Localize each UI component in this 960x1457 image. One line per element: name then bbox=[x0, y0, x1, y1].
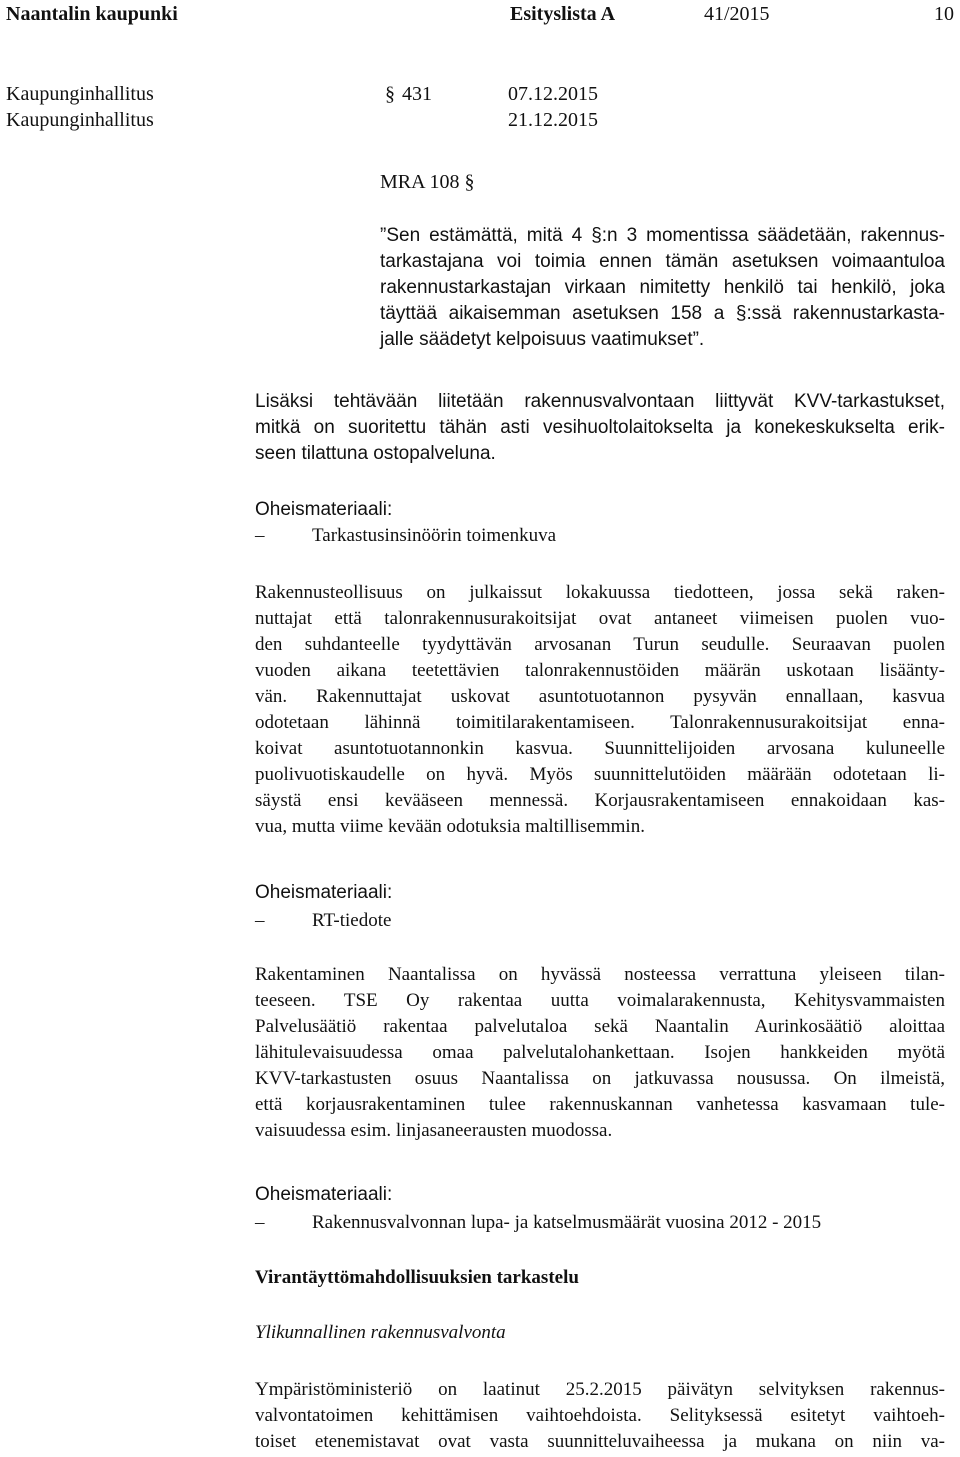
text-line: että korjausrakentaminen tulee rakennuskannan vanhetessa kasvamaan tule- bbox=[255, 1094, 945, 1115]
text-line: seen tilattuna ostopalveluna. bbox=[255, 443, 496, 464]
paragraph-kvv bbox=[255, 389, 945, 467]
dash-bullet-icon: – bbox=[255, 910, 265, 931]
text-line: vuoden aikana teetettävien talonrakennustöiden määrän uskotaan lisäänty- bbox=[255, 660, 945, 681]
section-number: 431 bbox=[402, 83, 432, 105]
agenda-list-name: Esityslista A bbox=[510, 3, 616, 25]
quote-line: tarkastajana voi toimia ennen tämän asetuksen voimaantuloa bbox=[380, 251, 945, 272]
attachments-label: Oheismateriaali: bbox=[255, 882, 393, 903]
attachment-item bbox=[255, 523, 556, 549]
section-mark-icon: § bbox=[464, 171, 475, 193]
text-line: lähitulevaisuudessa omaa palvelutalohankettaan. Isojen hankkeiden myötä bbox=[255, 1042, 945, 1063]
subsection-heading: Ylikunnallinen rakennusvalvonta bbox=[255, 1322, 506, 1343]
text-line: Ympäristöministeriö on laatinut 25.2.2015 päivätyn selvityksen rakennus- bbox=[255, 1379, 945, 1400]
text-line: valvontatoimen kehittämisen vaihtoehdoista. Selityksessä esitetyt vaihtoeh- bbox=[255, 1405, 945, 1426]
dash-bullet-icon: – bbox=[255, 525, 265, 546]
quote-title bbox=[380, 170, 474, 194]
text-line: vua, mutta viime kevään odotuksia maltillisemmin. bbox=[255, 816, 645, 837]
attachment-item bbox=[255, 908, 391, 934]
meeting-body: Kaupunginhallitus bbox=[6, 83, 154, 105]
text-line: nuttajat että talonrakennusurakoitsijat ovat antaneet viimeisen puolen vuo- bbox=[255, 608, 945, 629]
text-line: KVV-tarkastusten osuus Naantalissa on jatkuvassa nousussa. On ilmeistä, bbox=[255, 1068, 945, 1089]
attachment-title: RT-tiedote bbox=[312, 910, 392, 931]
section-heading: Virantäyttömahdollisuuksien tarkastelu bbox=[255, 1267, 579, 1288]
attachment-title: Rakennusvalvonnan lupa- ja katselmusmäärät vuosina 2012 - 2015 bbox=[312, 1212, 822, 1233]
text-line: vän. Rakennuttajat uskovat asuntotuotannon pysyvän ennallaan, kasvua bbox=[255, 686, 945, 707]
quote-line: ”Sen estämättä, mitä 4 §:n 3 momentissa säädetään, rakennus- bbox=[380, 225, 945, 246]
text-line: odotetaan lähinnä toimitilarakentamiseen. Talonrakennusurakoitsijat enna- bbox=[255, 712, 945, 733]
text-line: Lisäksi tehtävään liitetään rakennusvalvontaan liittyvät KVV-tarkastukset, bbox=[255, 391, 945, 412]
attachments-label: Oheismateriaali: bbox=[255, 1184, 393, 1205]
attachment-item bbox=[255, 1210, 821, 1236]
quote-block bbox=[380, 223, 945, 353]
quote-line: rakennustarkastajan virkaan nimitetty henkilö tai henkilö, joka bbox=[380, 277, 945, 298]
text-line: teeseen. TSE Oy rakentaa uutta voimalarakennusta, Kehitysvammaisten bbox=[255, 990, 945, 1011]
paragraph-naantali-construction bbox=[255, 962, 945, 1144]
text-line: säystä ensi kevääseen mennessä. Korjausrakentamiseen ennakoidaan kas- bbox=[255, 790, 945, 811]
text-line: mitkä on suoritettu tähän asti vesihuoltolaitokselta ja konekeskukselta erik- bbox=[255, 417, 945, 438]
section-mark-icon: § bbox=[385, 83, 395, 105]
text-line: toiset etenemistavat ovat vasta suunnitteluvaiheessa ja mukana on niin va- bbox=[255, 1431, 945, 1452]
text-line: puolivuotiskaudelle on hyvä. Myös suunnittelutöiden määrään odotetaan li- bbox=[255, 764, 945, 785]
page-number: 10 bbox=[934, 3, 954, 25]
text-line: Rakennusteollisuus on julkaissut lokakuussa tiedotteen, jossa sekä raken- bbox=[255, 582, 945, 603]
municipality-name: Naantalin kaupunki bbox=[6, 3, 178, 25]
meeting-date: 21.12.2015 bbox=[508, 109, 598, 131]
dash-bullet-icon: – bbox=[255, 1212, 265, 1233]
paragraph-construction-industry bbox=[255, 580, 945, 840]
text-line: den suhdanteelle tyydyttävän arvosanan Turun seudulle. Seuraavan puolen bbox=[255, 634, 945, 655]
issue-number: 41/2015 bbox=[704, 3, 770, 25]
text-line: koivat asuntotuotannonkin kasvua. Suunnittelijoiden arvosana kuluneelle bbox=[255, 738, 945, 759]
meeting-body: Kaupunginhallitus bbox=[6, 109, 154, 131]
quote-line: täyttää aikaisemman asetuksen 158 a §:ssä rakennustarkasta- bbox=[380, 303, 945, 324]
text-line: Palvelusäätiö rakentaa palvelutaloa sekä Naantalin Aurinkosäätiö aloittaa bbox=[255, 1016, 945, 1037]
attachment-title: Tarkastusinsinöörin toimenkuva bbox=[312, 525, 557, 546]
meeting-date: 07.12.2015 bbox=[508, 83, 598, 105]
attachments-label: Oheismateriaali: bbox=[255, 499, 393, 520]
quote-line: jalle säädetyt kelpoisuus vaatimukset”. bbox=[380, 329, 705, 350]
text-line: Rakentaminen Naantalissa on hyvässä nosteessa verrattuna yleiseen tilan- bbox=[255, 964, 945, 985]
paragraph-ministry-report bbox=[255, 1377, 945, 1455]
text-line: vaisuudessa esim. linjasaneerausten muodossa. bbox=[255, 1120, 613, 1141]
quote-title-text: MRA 108 bbox=[380, 171, 460, 193]
